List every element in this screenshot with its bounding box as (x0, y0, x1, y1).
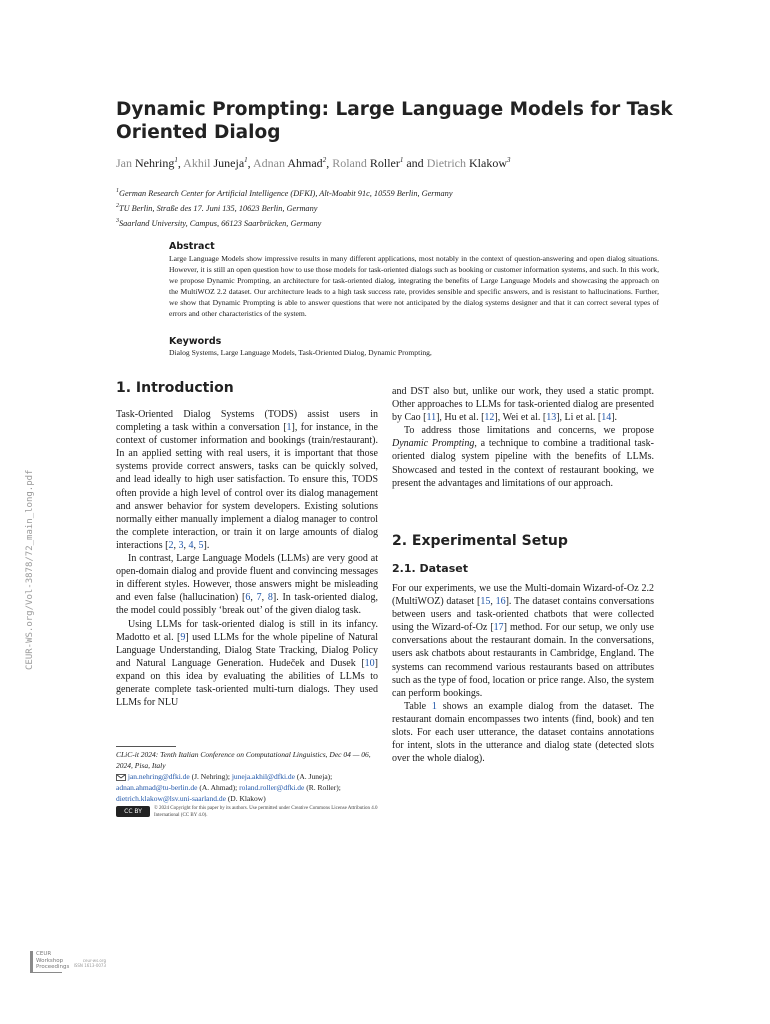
affiliation-1: $^1$German Research Center for Artificial Intelligence (DFKI), Alt-Moabit 91c, 10559 Berlin, Germany (116, 188, 453, 198)
abstract-text: Large Language Models show impressive results in many different applications, most notably in the context of question-answering and open dialog situations. However, it is still an open question how to use those models for task-oriented dialogs such as booking or customer information systems, and such. In this work, we propose Dynamic Prompting, an architecture for task-oriented dialog, integrating the benefits of Large Language Models and showcasing the approach on the MultiWOZ 2.2 dataset. Our architecture leads to a high task success rate, provides sensible and specific answers, and is resistant to hallucinations. Further, we show that Dynamic Prompting is able to answer questions that were not anticipated by the dialog systems designer and that it can correct several types of errors and other characteristics of the system. (169, 254, 659, 319)
footnote (116, 746, 378, 819)
ceur-issn: ceur-ws.org ISSN 1613-0073 (73, 958, 106, 968)
affiliations (116, 185, 676, 229)
license-text: © 2024 Copyright for this paper by its authors. Use permitted under Creative Commons License Attribution 4.0 International (CC BY 4.0). (154, 806, 378, 818)
author-list: Jan Nehring$^1$, Akhil Juneja$^1$, Adnan Ahmad$^2$, Roland Roller$^1$ and Dietrich Klakow$^3$ (116, 156, 511, 170)
section-heading-experimental-setup: 2. Experimental Setup (392, 533, 568, 549)
intro-column-left: Task-Oriented Dialog Systems (TODS) assist users in completing a task within a conversation [1], for instance, in the context of customer information and bookings (train/restaurant). In an applied setting with real users, it is important that those systems provide correct answers, tasks can be quickly solved, and lead ideally to high user satisfaction. To ensure this, TODS often provide a high level of control over its dialog management and answer behavior for system developers. Existing solutions normally either manually implement a dialog manager to control the complete interaction, or train it on large amounts of dialog interactions [2, 3, 4, 5]. In contrast, Large Language Models (LLMs) are very good at open-domain dialog and provide fluent and convincing messages in different styles. However, those answers might be misleading and even false (hallucination) [6, 7, 8]. In task-oriented dialog, the model could possibly ‘break out’ of the given dialog task. Using LLMs for task-oriented dialog is still in its infancy. Madotto et al. [9] used LLMs for the whole pipeline of Natural Language Understanding, Dialog State Tracking, Dialog Policy and Natural Language Generation. Hudeček and Dusek [10] expand on this idea by evaluating the abilities of LLMs to generate complete task-oriented multi-turn dialogs. They used LLMs for NLU (116, 409, 378, 709)
cc-by-icon: CC BY (116, 806, 150, 817)
section-heading-introduction: 1. Introduction (116, 380, 234, 396)
dataset-column: For our experiments, we use the Multi-domain Wizard-of-Oz 2.2 (MultiWOZ) dataset [15, 16]. The dataset contains conversations between users and task-oriented chatbots that were collected using the Wizard-of-Oz [17] method. For our setup, we only use conversations about the restaurant domain. In the conversations, users ask chatbots about restaurants in Cambridge, England. The systems can recommend various restaurants based on attributes such as the type of food, location or price range. Also, the system can perform bookings. Table 1 shows an example dialog from the dataset. The restaurant domain encompasses two intents (find, book) and ten slots. For each user utterance, the dataset contains annotations for intent, slots in the utterance and dialog state (detected slots over the whole dialog). (392, 583, 654, 765)
affiliation-3: $^3$Saarland University, Campus, 66123 Saarbrücken, Germany (116, 217, 322, 228)
affiliation-2: $^2$TU Berlin, Straße des 17. Juni 135, 10623 Berlin, Germany (116, 202, 318, 213)
conference-note: CLiC-it 2024: Tenth Italian Conference on Computational Linguistics, Dec 04 — 06, 2024, Pisa, Italy (116, 750, 371, 770)
side-url[interactable]: CEUR-WS.org/Vol-3878/72_main_long.pdf (25, 469, 35, 670)
author-1: Jan Nehring$^1$ (116, 156, 178, 170)
license-row (116, 806, 378, 819)
subsection-heading-dataset: 2.1. Dataset (392, 562, 468, 575)
ceur-logo: CEUR Workshop Proceedings (30, 951, 62, 973)
author-5: Dietrich Klakow$^3$ (426, 156, 511, 170)
email-link-2[interactable]: juneja.akhil@dfki.de (231, 772, 295, 781)
keywords-heading: Keywords (169, 336, 222, 347)
author-4: Roland Roller$^1$ (332, 156, 404, 170)
email-link-1[interactable]: jan.nehring@dfki.de (127, 772, 190, 781)
author-3: Adnan Ahmad$^2$ (253, 156, 327, 170)
email-link-3[interactable]: adnan.ahmad@tu-berlin.de (116, 783, 198, 792)
author-2: Akhil Juneja$^1$ (183, 156, 248, 170)
email-list: jan.nehring@dfki.de (J. Nehring); juneja.akhil@dfki.de (A. Juneja); adnan.ahmad@tu-berlin.de (A. Ahmad); roland.roller@dfki.de (R. Roller); dietrich.klakow@lsv.uni-saarland.de (D. Klakow) (116, 772, 341, 803)
paper-title: Dynamic Prompting: Large Language Models for Task Oriented Dialog (116, 99, 673, 143)
intro-column-right: and DST also but, unlike our work, they used a static prompt. Other approaches to LLMs for task-oriented dialog are presented by Cao [11], Hu et al. [12], Wei et al. [13], Li et al. [14]. To address those limitations and concerns, we propose Dynamic Prompting, a technique to combine a traditional task-oriented dialog system pipeline with the benefits of LLMs. Showcased and tested in the context of restaurant booking, we present the advantages and limitations of our approach. (392, 386, 654, 489)
envelope-icon (116, 774, 126, 781)
abstract-heading: Abstract (169, 241, 215, 252)
email-link-5[interactable]: dietrich.klakow@lsv.uni-saarland.de (116, 794, 226, 803)
email-link-4[interactable]: roland.roller@dfki.de (239, 783, 305, 792)
footnote-rule (116, 746, 176, 747)
keywords-text: Dialog Systems, Large Language Models, Task-Oriented Dialog, Dynamic Prompting, (169, 348, 432, 357)
